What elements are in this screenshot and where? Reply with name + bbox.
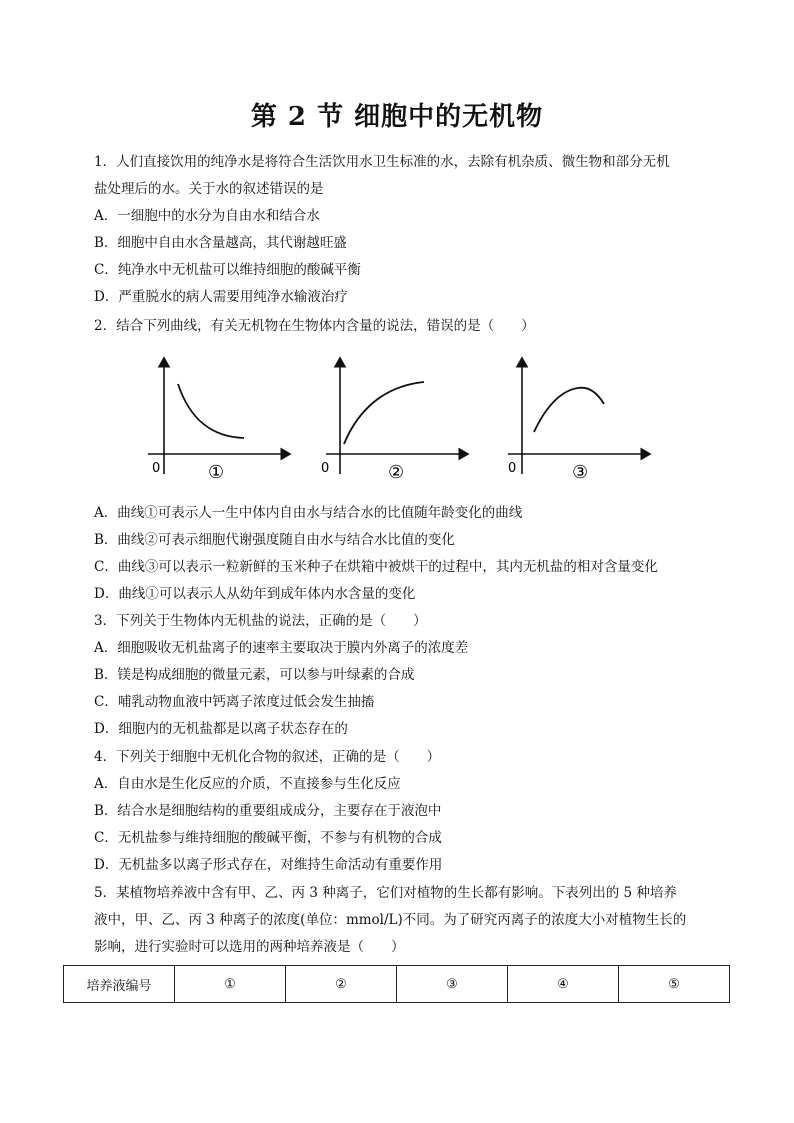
graph-2 [318, 352, 488, 487]
q3-option-c: C．哺乳动物血液中钙离子浓度过低会发生抽搐 [94, 694, 375, 710]
table-row [64, 966, 730, 1003]
table-column-5: ⑤ [619, 966, 730, 1003]
graph-label: ① [208, 462, 225, 483]
q2-option-d: D．曲线①可以表示人从幼年到成年体内水含量的变化 [94, 586, 416, 602]
q3-option-d: D．细胞内的无机盐都是以离子状态存在的 [94, 721, 348, 737]
curve [534, 388, 604, 432]
q1-option-b: B．细胞中自由水含量越高，其代谢越旺盛 [94, 235, 347, 251]
q1-option-a: A．一细胞中的水分为自由水和结合水 [94, 208, 320, 224]
curve [344, 382, 424, 444]
q1-stem-line1: 1．人们直接饮用的纯净水是将符合生活饮用水卫生标准的水，去除有机杂质、微生物和部分无机 [94, 154, 670, 170]
q1-stem-line2: 盐处理后的水。关于水的叙述错误的是 [94, 181, 324, 197]
origin-label: 0 [321, 461, 330, 476]
graph-3 [500, 352, 670, 487]
culture-solution-table [63, 965, 730, 1003]
q3-option-b: B．镁是构成细胞的微量元素，可以参与叶绿素的合成 [94, 667, 415, 683]
q4-option-a: A．自由水是生化反应的介质，不直接参与生化反应 [94, 776, 401, 792]
table-column-3: ③ [397, 966, 508, 1003]
table-column-1: ① [175, 966, 286, 1003]
graph-label: ② [388, 462, 405, 483]
q5-stem-line2: 液中，甲、乙、丙 3 种离子的浓度(单位：mmol/L)不同。为了研究丙离子的浓度大小对植物生长的 [94, 912, 687, 928]
q4-option-b: B．结合水是细胞结构的重要组成成分，主要存在于液泡中 [94, 803, 442, 819]
graph-label: ③ [572, 462, 589, 483]
q2-option-c: C．曲线③可以表示一粒新鲜的玉米种子在烘箱中被烘干的过程中，其内无机盐的相对含量变化 [94, 559, 658, 575]
q5-stem-line1: 5．某植物培养液中含有甲、乙、丙 3 种离子，它们对植物的生长都有影响。下表列出的 5 种培养 [94, 885, 677, 901]
q4-stem: 4．下列关于细胞中无机化合物的叙述，正确的是（ ） [94, 749, 441, 765]
q2-stem: 2．结合下列曲线，有关无机物在生物体内含量的说法，错误的是（ ） [94, 318, 535, 334]
q3-stem: 3．下列关于生物体内无机盐的说法，正确的是（ ） [94, 613, 427, 629]
table-header-cell: 培养液编号 [64, 966, 175, 1003]
q3-option-a: A．细胞吸收无机盐离子的速率主要取决于膜内外离子的浓度差 [94, 640, 469, 656]
q4-option-d: D．无机盐多以离子形式存在，对维持生命活动有重要作用 [94, 857, 443, 873]
q1-option-d: D．严重脱水的病人需要用纯净水输液治疗 [94, 289, 348, 305]
q1-option-c: C．纯净水中无机盐可以维持细胞的酸碱平衡 [94, 262, 361, 278]
q5-stem-line3: 影响，进行实验时可以选用的两种培养液是（ ） [94, 939, 405, 955]
q2-option-b: B．曲线②可表示细胞代谢强度随自由水与结合水比值的变化 [94, 532, 455, 548]
table-column-2: ② [286, 966, 397, 1003]
page-title: 第 2 节 细胞中的无机物 [250, 102, 544, 132]
curve [178, 384, 244, 438]
origin-label: 0 [508, 461, 517, 476]
table-column-4: ④ [508, 966, 619, 1003]
graph-1 [140, 352, 310, 487]
q2-option-a: A．曲线①可表示人一生中体内自由水与结合水的比值随年龄变化的曲线 [94, 505, 523, 521]
q4-option-c: C．无机盐参与维持细胞的酸碱平衡，不参与有机物的合成 [94, 830, 442, 846]
origin-label: 0 [152, 461, 161, 476]
